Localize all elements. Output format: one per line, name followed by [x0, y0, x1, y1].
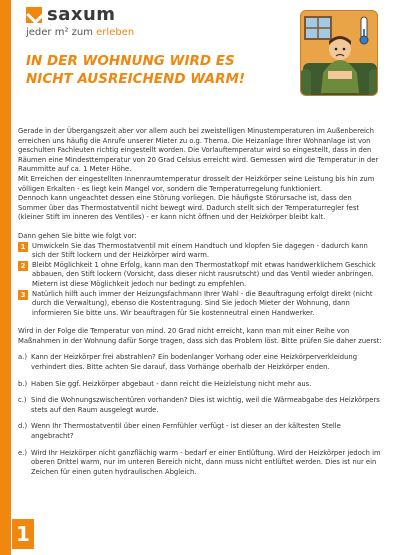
- page-title-line-2: NICHT AUSREICHEND WARM!: [26, 71, 246, 87]
- list-item: [18, 353, 382, 372]
- check-label: b.): [18, 379, 28, 388]
- step-number-badge: 2: [18, 261, 28, 271]
- tagline-accent: erleben: [96, 27, 135, 38]
- check-text: Sind die Wohnungszwischentüren vorhanden? Dies ist wichtig, weil die Wärmeabgabe des Heizkörpers stets auf den Raum ausgelegt wurde.: [31, 396, 380, 414]
- step-text: Bleibt Möglichkeit 1 ohne Erfolg, kann man den Thermostatkopf mit etwas handwerklichem Geschick abbauen, den Stift lockern (Vorsicht, dass dieser nicht rausrutscht) und das Ventil wieder anbringen. Mietern ist diese Möglichkeit jedoch nur bedingt zu empfehlen.: [32, 260, 376, 288]
- list-item: [18, 261, 382, 290]
- page-number: 1: [12, 519, 34, 549]
- step-number-badge: 3: [18, 290, 28, 300]
- check-text: Kann der Heizkörper frei abstrahlen? Ein bodenlanger Vorhang oder eine Heizkörperverkleidung verhindert dies. Bitte achten Sie darauf, dass Vorhänge oberhalb der Heizkörper enden.: [31, 353, 358, 372]
- tagline-start: jeder m² zum: [26, 27, 97, 38]
- list-item: [18, 380, 382, 390]
- brand-logo: [26, 6, 134, 38]
- brand-logo-icon: [26, 7, 42, 23]
- check-label: a.): [18, 353, 27, 362]
- checks-intro: Wird in der Folge die Temperatur von mind. 20 Grad nicht erreicht, kann man mit einer Reihe von Maßnahmen in der Wohnung dafür Sorge tragen, dass sich das Problem löst. Bitte prüfen Sie daher zuerst:: [18, 327, 382, 345]
- page-title-line-1: IN DER WOHNUNG WIRD ES: [26, 53, 235, 69]
- steps-intro: Dann gehen Sie bitte wie folgt vor:: [18, 231, 137, 240]
- list-item: [18, 242, 382, 261]
- check-label: e.): [18, 448, 27, 457]
- step-number-badge: 1: [18, 242, 28, 252]
- document-body: [18, 127, 382, 477]
- brand-tagline: [26, 27, 134, 38]
- intro-paragraph-2: Mit Erreichen der eingestellten Innenraumtemperatur drosselt der Heizkörper seine Leistung bis hin zum völligen Erkalten - es liegt kein Mangel vor, sondern die Temperaturregelung funktioniert.: [18, 174, 375, 193]
- check-label: c.): [18, 396, 27, 405]
- page-title: [26, 52, 306, 88]
- intro-paragraph-1: Gerade in der Übergangszeit aber vor allem auch bei zweistelligen Minustemperaturen im Außenbereich erreichen uns häufig die Anrufe unserer Mieter zu o.g. Thema. Die Heizanlage Ihrer Wohnanlage ist von geschulten Fachleuten richtig eingestellt worden. Die Vorlauftemperatur wird so eingestellt, dass in den Räumen eine Mindesttemperatur von 20 Grad Celsius erreicht wird. Gemessen wird die Temperatur in der Raummitte auf ca. 1 Meter Höhe.: [18, 127, 379, 174]
- check-label: d.): [18, 422, 28, 431]
- step-text: Umwickeln Sie das Thermostatventil mit einem Handtuch und klopfen Sie dagegen - dadurch kann sich der Stift lockern und der Heizkörper wird warm.: [32, 241, 368, 260]
- check-text: Wird Ihr Heizkörper nicht ganzflächig warm - bedarf er einer Entlüftung. Wird der Heizkörper jedoch im oberen Drittel warm, nur im unteren Bereich nicht, dann muss nicht entlüftet werden. Dies ist nur ein Zeichen für einen guten hydraulischen Abgleich.: [31, 448, 381, 476]
- thermometer-icon: [360, 17, 368, 44]
- list-item: [18, 449, 382, 478]
- step-text: Natürlich hilft auch immer der Heizungsfachmann Ihrer Wahl - die Beauftragung erfolgt direkt (nicht durch die Verwaltung), ebenso die Kostentragung. Sind Sie jedoch Mieter der Wohnung, dann informieren Sie bitte uns. Wir beauftragen für Sie kostenneutral einen Handwerker.: [32, 289, 373, 317]
- check-text: Haben Sie ggf. Heizkörper abgebaut - dann reicht die Heizleistung nicht mehr aus.: [31, 379, 312, 388]
- list-item: [18, 290, 382, 319]
- check-text: Wenn Ihr Thermostatventil über einen Fernfühler verfügt - ist dieser an der kältesten Stelle angebracht?: [31, 422, 341, 441]
- intro-paragraph-3: Dennoch kann ungeachtet dessen eine Störung vorliegen. Die häufigste Störursache ist, dass den Sommer über das Thermostatventil nicht bewegt wird. Dadurch stellt sich der Temperaturregler fest (kleiner Stift im inneren des Ventiles) - er kann nicht öffnen und der Heizkörper bleibt kalt.: [18, 194, 360, 222]
- cold-person-illustration: [300, 10, 378, 96]
- list-item: [18, 396, 382, 415]
- brand-name: saxum: [47, 4, 116, 25]
- accent-side-bar: [0, 0, 11, 555]
- steps-list: [18, 242, 382, 319]
- list-item: [18, 422, 382, 441]
